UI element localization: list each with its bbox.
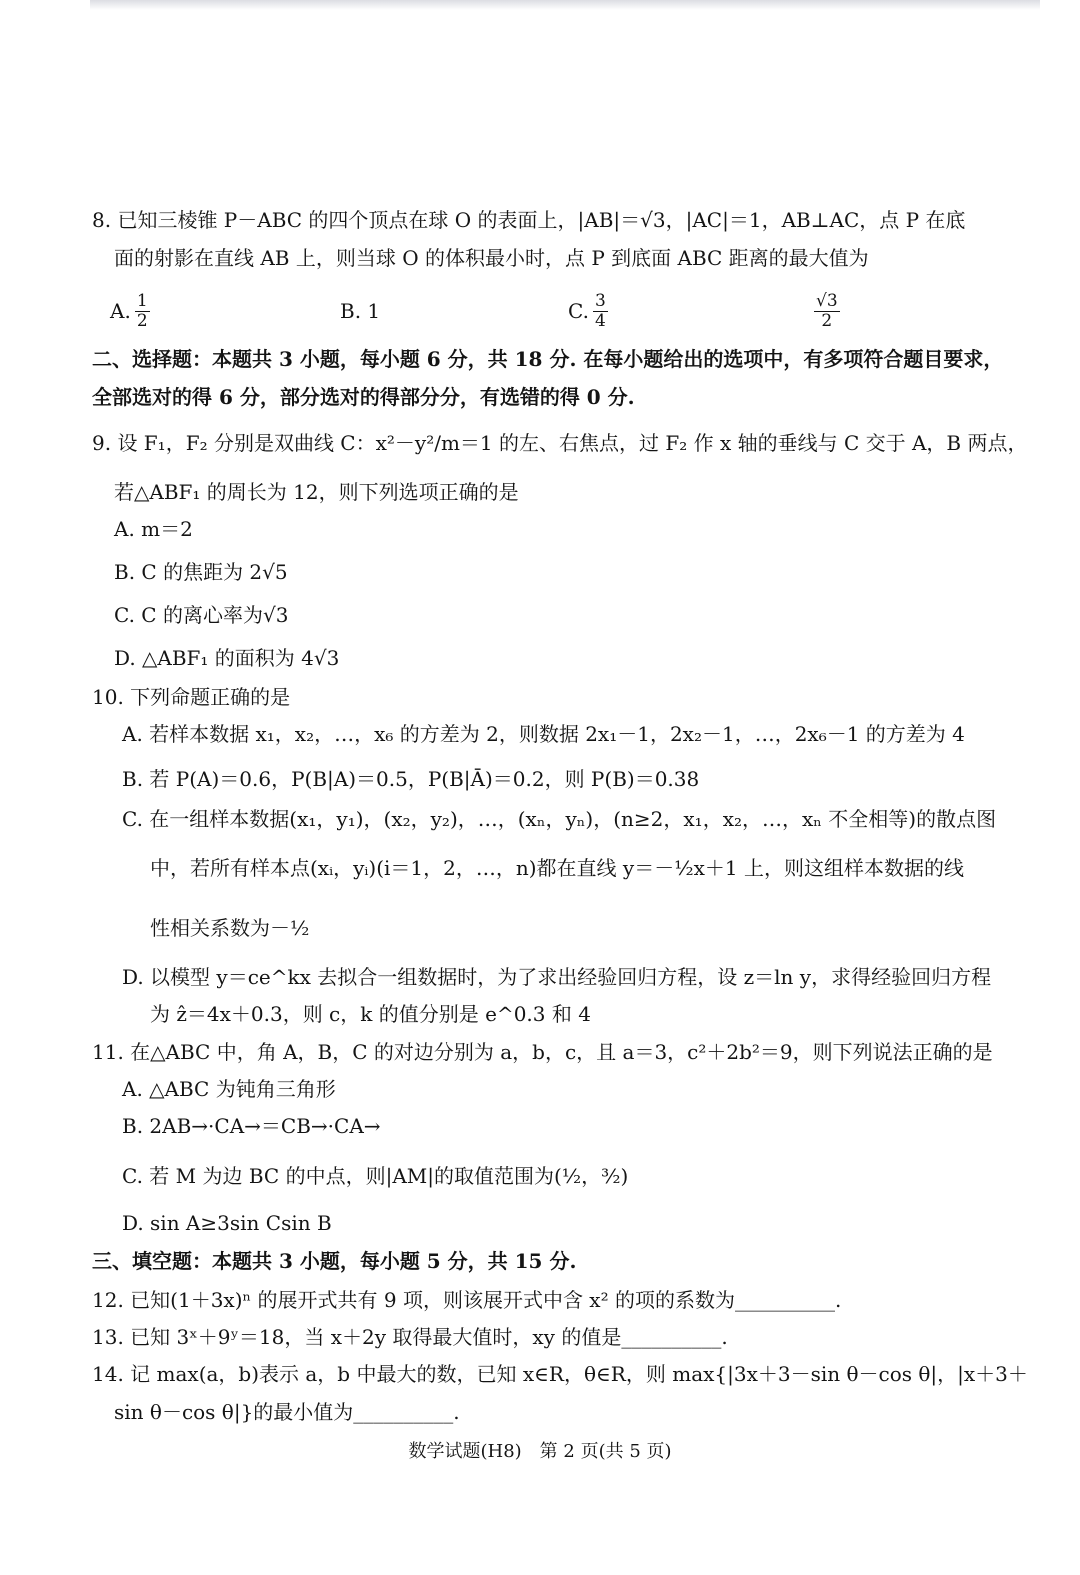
- q9-option-c: C. C 的离心率为√3: [114, 603, 289, 627]
- q11-stem: 11. 在△ABC 中，角 A，B，C 的对边分别为 a，b，c，且 a＝3，c²＋2b²＝9，则下列说法正确的是: [92, 1040, 993, 1064]
- q8-option-a-denominator: 2: [136, 310, 148, 331]
- q9-option-b: B. C 的焦距为 2√5: [114, 560, 288, 584]
- q10-option-b: B. 若 P(A)＝0.6，P(B|A)＝0.5，P(B|Ā)＝0.2，则 P(B)＝0.38: [122, 767, 700, 791]
- q13-text: 13. 已知 3ˣ＋9ʸ＝18，当 x＋2y 取得最大值时，xy 的值是__________.: [92, 1325, 728, 1349]
- q8-option-c-numerator: 3: [594, 290, 606, 311]
- section3-heading: 三、填空题：本题共 3 小题，每小题 5 分，共 15 分.: [92, 1249, 577, 1273]
- q10-stem: 10. 下列命题正确的是: [92, 685, 291, 709]
- q8-option-c-denominator: 4: [594, 310, 606, 331]
- page-top-edge: [90, 0, 1040, 10]
- q11-option-a: A. △ABC 为钝角三角形: [122, 1077, 336, 1101]
- q8-option-b-label: B. 1: [340, 299, 381, 323]
- q8-stem-line2: 面的射影在直线 AB 上，则当球 O 的体积最小时，点 P 到底面 ABC 距离的最大值为: [114, 246, 869, 270]
- q8-option-b: [340, 288, 380, 334]
- q9-stem-line2: 若△ABF₁ 的周长为 12，则下列选项正确的是: [114, 480, 519, 504]
- q14-line2: sin θ－cos θ|}的最小值为__________.: [114, 1400, 460, 1424]
- section2-heading-line1: 二、选择题：本题共 3 小题，每小题 6 分，共 18 分. 在每小题给出的选项中，有多项符合题目要求，: [92, 347, 1004, 371]
- q8-option-c-label: C.: [568, 299, 589, 323]
- q8-option-a-numerator: 1: [136, 290, 148, 311]
- q11-option-c: C. 若 M 为边 BC 的中点，则|AM|的取值范围为(½，³⁄₂): [122, 1164, 629, 1188]
- q8-option-c: [568, 288, 608, 334]
- q8-stem-line1: 8. 已知三棱锥 P－ABC 的四个顶点在球 O 的表面上，|AB|＝√3，|AC|＝1，AB⊥AC，点 P 在底: [92, 208, 966, 232]
- q8-option-c-fraction: [593, 292, 608, 331]
- q8-option-a-fraction: [135, 292, 150, 331]
- q8-option-a-label: A.: [110, 299, 131, 323]
- q8-option-d-denominator: 2: [821, 310, 833, 331]
- q10-option-c-line3: 性相关系数为－½: [150, 916, 310, 940]
- q10-option-d-line1: D. 以模型 y＝ce^kx 去拟合一组数据时，为了求出经验回归方程，设 z＝ln y，求得经验回归方程: [122, 965, 992, 989]
- q8-option-a: [110, 288, 150, 334]
- q8-option-d-fraction: [814, 292, 840, 331]
- q10-option-d-line2: 为 ẑ＝4x＋0.3，则 c，k 的值分别是 e^0.3 和 4: [150, 1002, 591, 1026]
- q8-option-d-numerator: √3: [816, 290, 838, 311]
- q11-option-b: B. 2AB→·CA→＝CB→·CA→: [122, 1114, 381, 1138]
- section2-heading-line2: 全部选对的得 6 分，部分选对的得部分分，有选错的得 0 分.: [92, 385, 635, 409]
- q8-option-d: [810, 288, 840, 334]
- q8-options: [110, 288, 990, 334]
- q10-option-c-line2: 中，若所有样本点(xᵢ，yᵢ)(i＝1，2，…，n)都在直线 y＝－½x＋1 上，则这组样本数据的线: [150, 856, 964, 880]
- q10-option-a: A. 若样本数据 x₁，x₂，…，x₆ 的方差为 2，则数据 2x₁－1，2x₂－1，…，2x₆－1 的方差为 4: [122, 722, 965, 746]
- q10-option-c-line1: C. 在一组样本数据(x₁，y₁)，(x₂，y₂)，…，(xₙ，yₙ)，(n≥2，x₁，x₂，…，xₙ 不全相等)的散点图: [122, 807, 997, 831]
- q12-text: 12. 已知(1＋3x)ⁿ 的展开式共有 9 项，则该展开式中含 x² 的项的系数为__________.: [92, 1288, 842, 1312]
- q11-option-d: D. sin A≥3sin Csin B: [122, 1211, 332, 1235]
- q14-line1: 14. 记 max(a，b)表示 a，b 中最大的数，已知 x∈R，θ∈R，则 max{|3x＋3－sin θ－cos θ|，|x＋3＋: [92, 1362, 1028, 1386]
- q9-option-d: D. △ABF₁ 的面积为 4√3: [114, 646, 340, 670]
- q9-stem-line1: 9. 设 F₁，F₂ 分别是双曲线 C：x²－y²/m＝1 的左、右焦点，过 F₂ 作 x 轴的垂线与 C 交于 A，B 两点，: [92, 431, 1028, 455]
- q9-option-a: A. m＝2: [114, 517, 193, 541]
- page-footer: 数学试题(H8) 第 2 页(共 5 页): [408, 1441, 672, 1462]
